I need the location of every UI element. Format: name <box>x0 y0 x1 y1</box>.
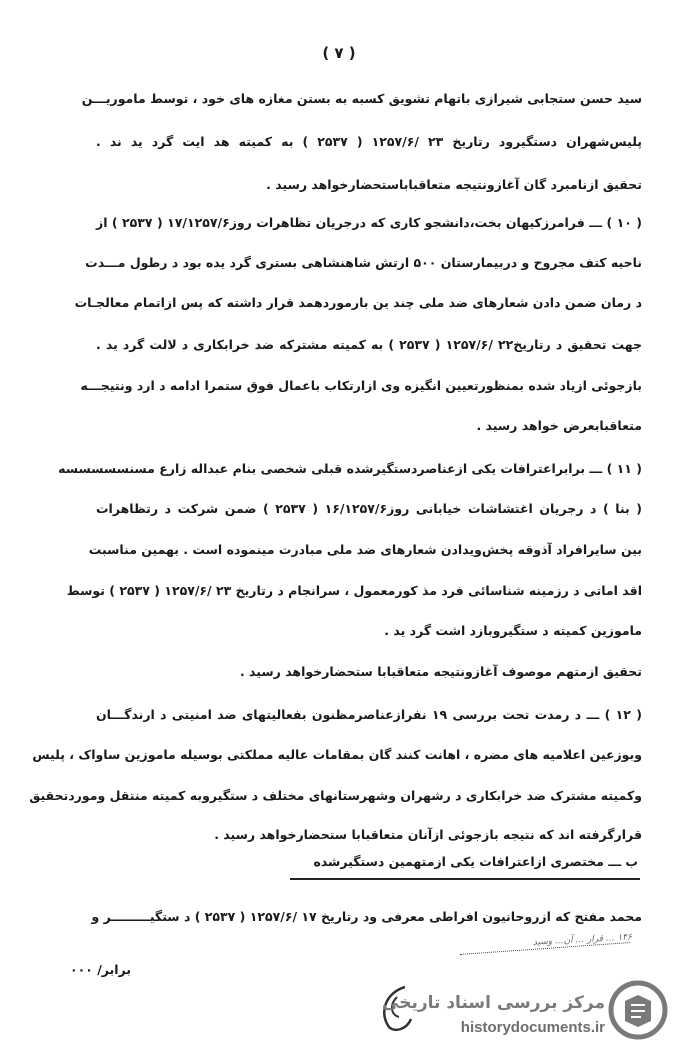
text-line: قرارگرفته اند که نتیجه بازجوئی ازآنان متعاقبابا ستحضارخواهد رسید . <box>214 827 642 842</box>
handwritten-note: ۱۴۶ ... قرار ... آن... وسید <box>532 932 633 948</box>
archive-watermark <box>375 975 675 1045</box>
final-text-line: محمد مفتح که ازروحانیون افراطی معرفی ود رتاریخ ۱۷ /۱۲۵۷/۶ ( ۲۵۳۷ ) د ستگیـــــــــر و <box>91 909 642 924</box>
text-line: تحقیق ازنامبرد گان آغازونتیجه متعاقباباستحضارخواهد رسید . <box>266 177 642 192</box>
archive-logo-icon <box>607 979 669 1041</box>
footer-continuation: برابر/ ۰۰۰ <box>70 962 132 977</box>
text-line: بازجوئی ازیاد شده بمنظورتعیین انگیزه وی ازارتکاب باعمال فوق ستمرا ادامه د ارد ونتیجـــه <box>80 378 642 393</box>
section-heading: ب ـــ مختصری ازاعترافات یکی ازمتهمین دستگیرشده <box>313 854 638 869</box>
text-line: ( ۱۰ ) ـــ فرامرزکیهان بخت،دانشجو کاری که درجریان تظاهرات روز۱۷/۱۲۵۷/۶ ( ۲۵۳۷ ) از <box>96 215 642 230</box>
watermark-title: مرکز بررسی اسناد تاریخی <box>382 993 605 1013</box>
text-line: ( ۱۱ ) ـــ برابراعترافات یکی ازعناصردستگیرشده قبلی شخصی بنام عبداله زارع مسنسسسسسه <box>58 461 642 476</box>
watermark-url: historydocuments.ir <box>460 1019 605 1036</box>
heading-underline <box>290 878 640 880</box>
text-line: متعاقبابعرض خواهد رسید . <box>476 418 642 433</box>
text-line: ( بنا ) د رجریان اغتشاشات خیابانی روز۱۶/۱۲۵۷/۶ ( ۲۵۳۷ ) ضمن شرکت د رتظاهرات <box>96 501 642 516</box>
text-line: د رمان ضمن دادن شعارهای ضد ملی چند ین بارموردهمد قرار داشته که پس ازاتمام معالجـات <box>74 295 642 310</box>
text-line: تحقیق ازمتهم موصوف آغازونتیجه متعاقبابا ستحضارخواهد رسید . <box>239 664 642 679</box>
text-line: ماموزین کمیته د ستگیروبازد اشت گرد ید . <box>384 623 642 638</box>
text-line: بین سایرافراد آذوقه پخش‌ویدادن شعارهای ضد ملی مبادرت مینموده است . بهمین مناسبت <box>88 542 642 557</box>
text-line: اقد اماتی د رزمینه شناسائی فرد مذ کورمعمول ، سرانجام د رتاریخ ۲۳ /۱۲۵۷/۶ ( ۲۵۳۷ ) توسط <box>66 583 642 598</box>
text-line: سید حسن ستجابی شیرازی باتهام تشویق کسبه به بستن مغازه های خود ، توسط ماموریـــن <box>81 91 642 106</box>
text-line: ( ۱۲ ) ـــ د رمدت تحت بررسی ۱۹ نفرازعناصرمظنون بفعالیتهای ضد امنیتی د ارندگـــان <box>96 707 642 722</box>
text-line: جهت تحقیق د رتاریخ۲۲ /۱۲۵۷/۶ ( ۲۵۳۷ ) به کمیته مشترکه ضد خرابکاری د لالت گرد ید . <box>96 337 643 352</box>
page-number: ( ٧ ) <box>322 44 356 62</box>
text-line: پلیس‌شهران دستگیرود رتاریخ ۲۳ /۱۲۵۷/۶ ( ۲۵۳۷ ) به کمیته هد ایت گرد ید ند . <box>96 134 642 149</box>
text-line: ناحیه کتف مجروح و دربیمارستان ۵۰۰ ارتش شاهنشاهی بستری گرد یده بود د رطول مـــدت <box>85 255 642 270</box>
text-line: وکمیته مشترک ضد خرابکاری د رشهران وشهرستانهای مختلف د ستگیروبه کمیته منتقل وموردتحقیق <box>29 788 642 803</box>
text-line: وبوزعین اعلامیه های مضره ، اهانت کنند گان بمقامات عالیه مملکتی بوسیله ماموزین ساواک ، پلیس <box>32 747 642 762</box>
